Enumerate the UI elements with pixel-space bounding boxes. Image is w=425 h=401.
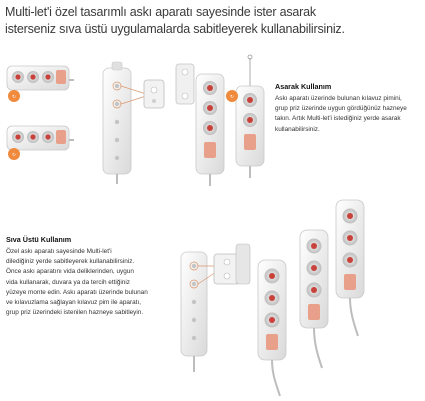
surface-line-1: Özel askı aparatı sayesinde Multi-let'i (6, 248, 112, 255)
rotation-badge-3 (226, 90, 238, 102)
socket (42, 131, 54, 143)
hanging-line-2: grup priz üzerinde uygun gördüğünüz hazneye (275, 105, 407, 113)
hanging-bracket-top (144, 80, 164, 108)
hanging-usage-body (275, 94, 423, 135)
socket (203, 81, 217, 95)
socket (265, 291, 280, 306)
hanging-line-4: kullanabilirsiniz. (275, 125, 320, 133)
vertical-strip-surface-3 (336, 200, 364, 336)
power-switch (56, 70, 66, 84)
heading-line-1: Multi-let'i özel tasarımlı askı aparatı sayesinde ister asarak (5, 5, 316, 19)
socket (203, 101, 217, 115)
socket (42, 71, 54, 83)
svg-text:↻: ↻ (230, 94, 234, 99)
hanging-usage-title: Asarak Kullanım (275, 82, 332, 91)
rotation-badge-1 (8, 90, 20, 102)
socket (343, 253, 358, 268)
surface-line-5: yüzeye monte edin. Askı aparatı üzerinde bulunan (6, 288, 148, 296)
socket (12, 71, 24, 83)
svg-text:↻: ↻ (12, 94, 16, 99)
surface-line-2: dilediğiniz yerde sabitleyerek kullanabilirsiniz. (6, 258, 135, 266)
surface-line-3: Önce askı aparatını vida deliklerinden, uygun (6, 268, 134, 276)
socket (243, 113, 257, 127)
power-switch (344, 274, 356, 290)
vertical-strip-surface-1 (258, 260, 286, 396)
rotation-badge-2 (8, 148, 20, 160)
socket (343, 209, 358, 224)
vertical-strip-back (103, 62, 131, 184)
wall-bracket-hanging (176, 64, 194, 104)
horizontal-strip-1 (7, 66, 74, 90)
heading-line-2: isterseniz sıva üstü uygulamalarda sabitleyerek kullanabilirsiniz. (5, 22, 345, 36)
surface-bracket (214, 244, 250, 284)
socket (307, 261, 322, 276)
socket (265, 269, 280, 284)
vertical-strip-hanging-1 (196, 74, 224, 186)
socket (343, 231, 358, 246)
surface-line-6: ve kılavuzlama sağlayan kılavuz pim ile aparatı, (6, 299, 141, 307)
vertical-strip-surface-2 (300, 230, 328, 368)
power-switch (204, 142, 216, 158)
power-switch (308, 304, 320, 320)
power-switch (244, 134, 256, 150)
hanging-line-3: takın. Artık Multi-let'i istediğiniz yerde asarak (275, 115, 401, 123)
socket (12, 131, 24, 143)
surface-line-7: grup priz üzerindeki istenilen hazneye sabitleyin. (6, 309, 144, 317)
socket (265, 313, 280, 328)
power-switch (56, 130, 66, 144)
power-switch (266, 334, 278, 350)
horizontal-strip-2 (7, 126, 74, 150)
socket (27, 131, 39, 143)
svg-text:↻: ↻ (12, 152, 16, 157)
surface-line-4: vida kullanarak, duvara ya da tercih ettiğiniz (6, 278, 130, 286)
surface-usage-body (6, 247, 178, 318)
socket (307, 283, 322, 298)
vertical-strip-hanging-2 (236, 55, 264, 178)
socket (203, 121, 217, 135)
socket (243, 93, 257, 107)
socket (27, 71, 39, 83)
surface-usage-title: Sıva Üstü Kullanım (6, 235, 72, 244)
hanging-line-1: Askı aparatı üzerinde bulunan kılavuz pimini, (275, 95, 402, 102)
socket (307, 239, 322, 254)
